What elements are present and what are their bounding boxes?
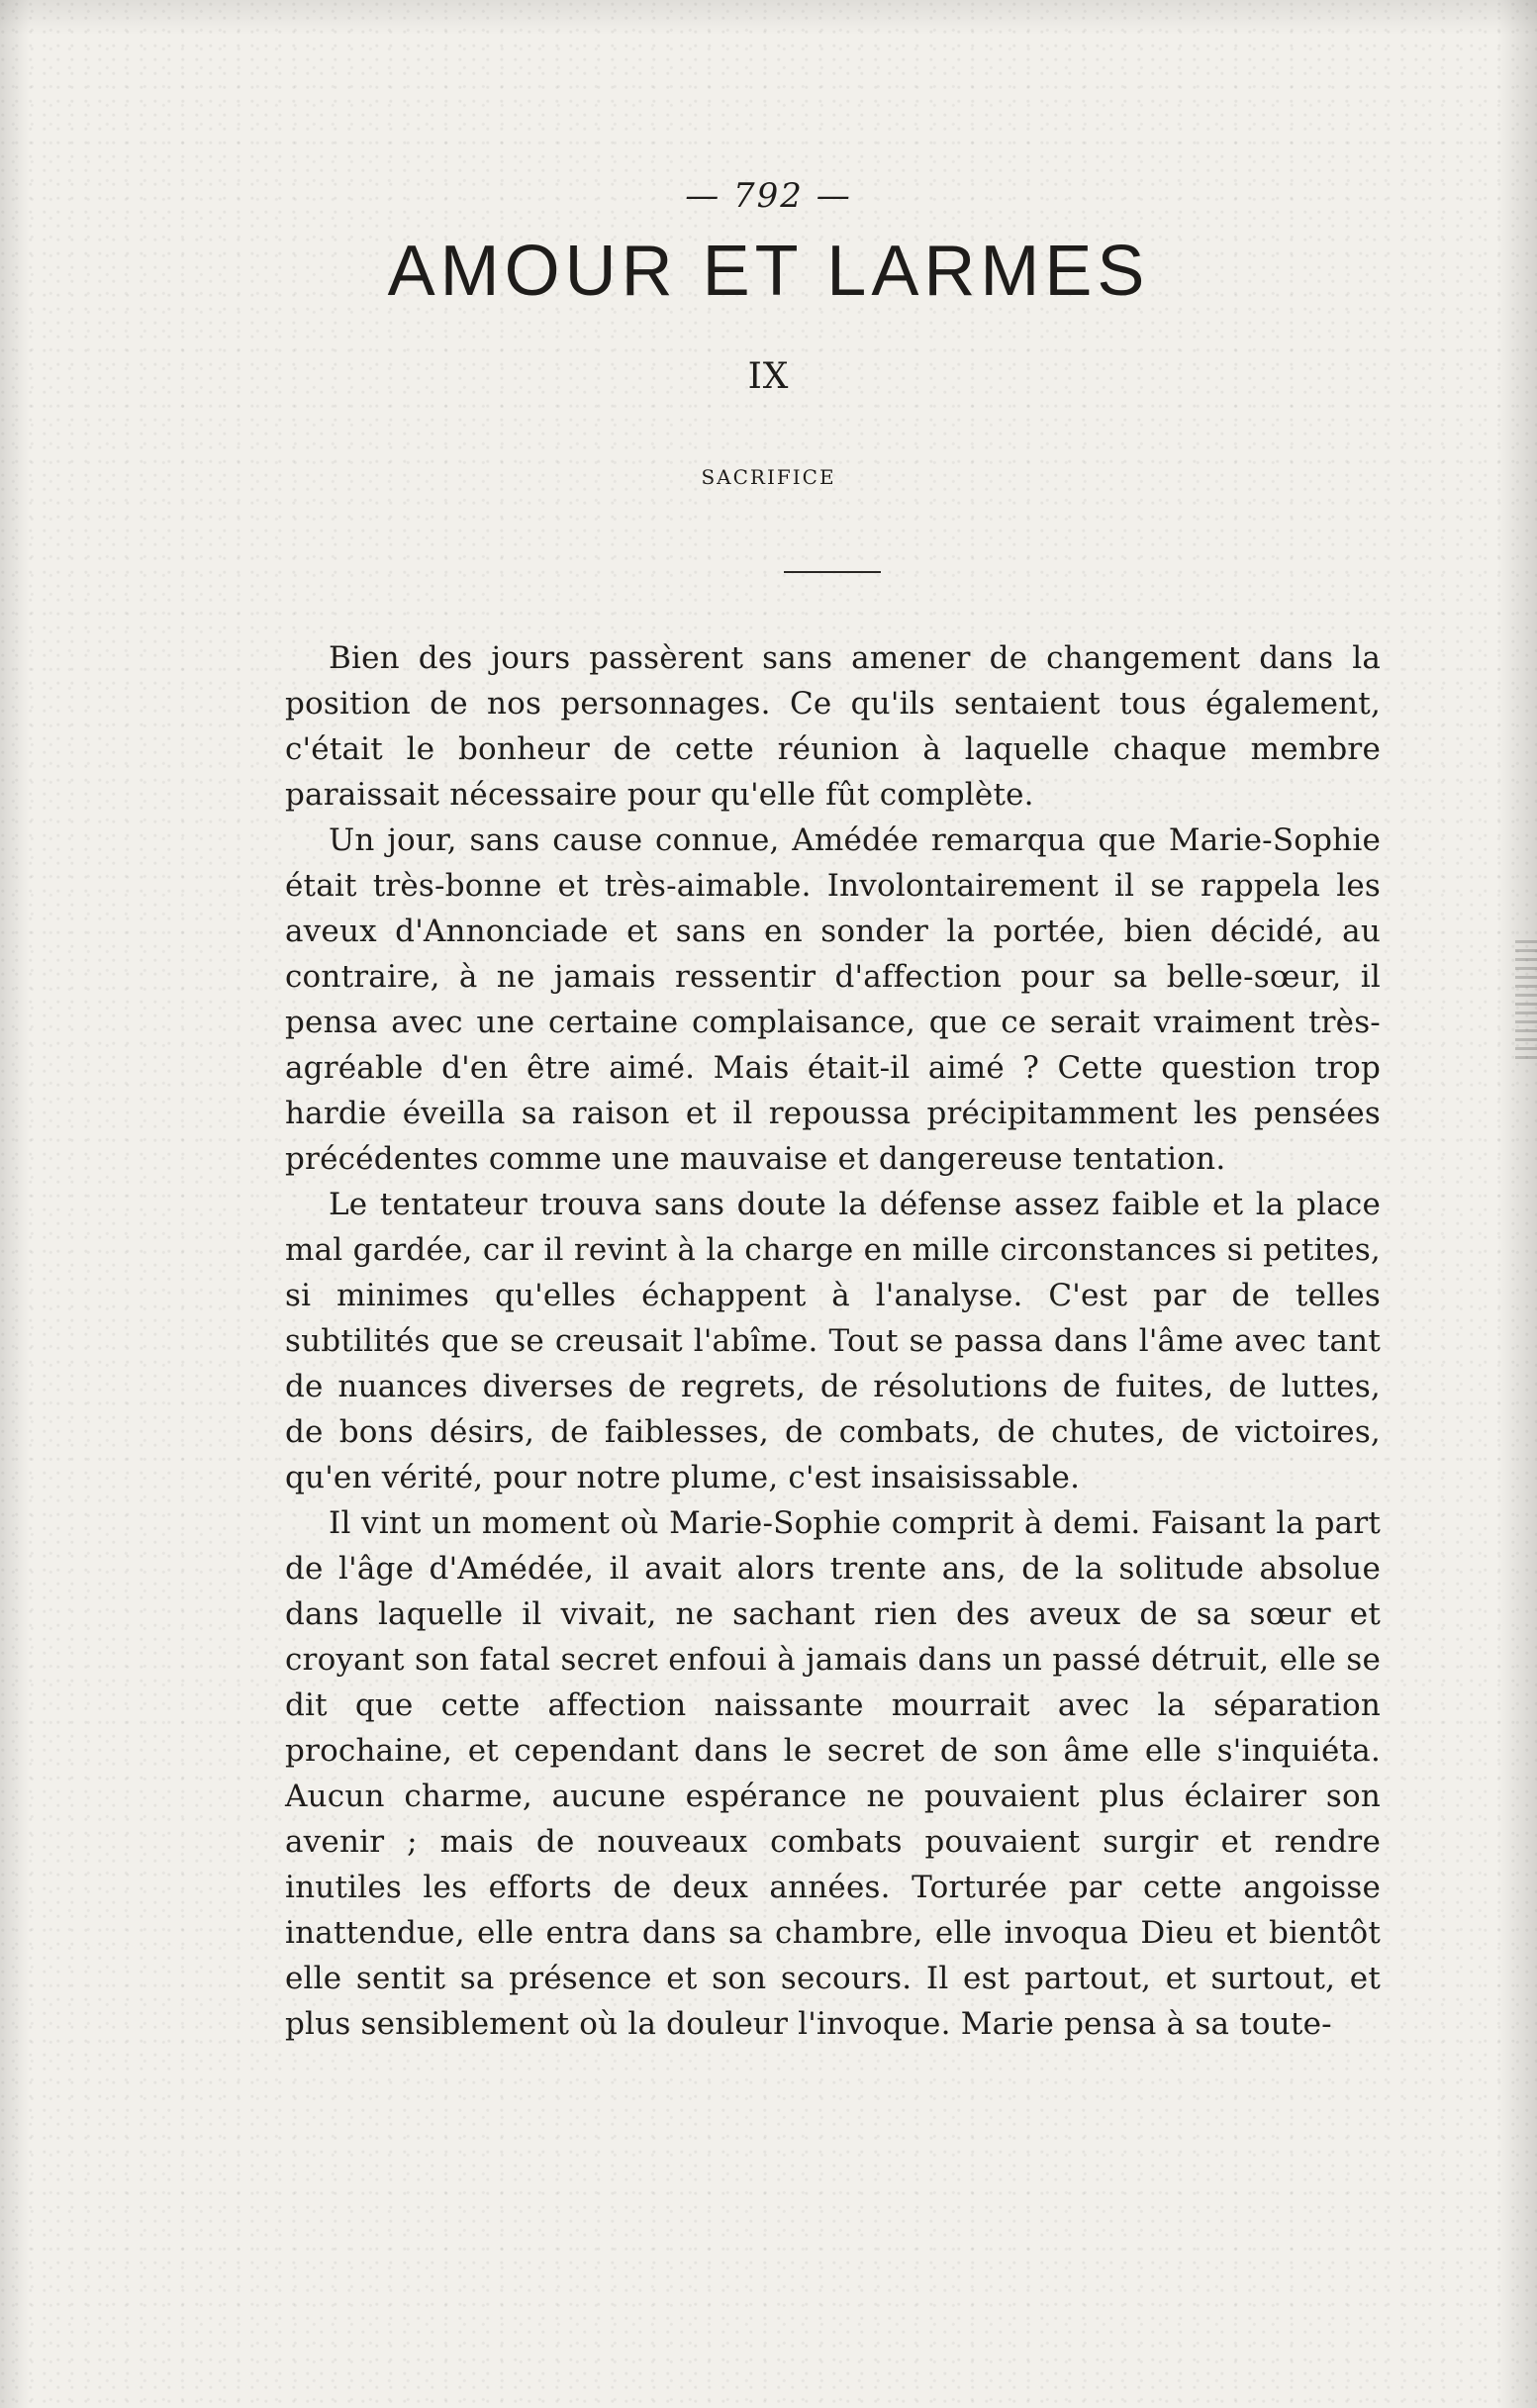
chapter-title: SACRIFICE: [701, 465, 836, 489]
scan-edge-mark: [1515, 940, 1537, 1059]
page-number: — 792 —: [685, 176, 852, 216]
page-title: AMOUR ET LARMES: [387, 232, 1150, 311]
paragraph: Un jour, sans cause connue, Amédée remarqua que Marie-Sophie était très-bonne et très-aimable. Involontairement il se rappela les aveux d'Annonciade et sans en sonder la portée, bien décidé, au contraire, à ne jamais ressentir d'affection pour sa belle-sœur, il pensa avec une certaine complaisance, que ce serait vraiment très-agréable d'en être aimé. Mais était-il aimé ? Cette question trop hardie éveilla sa raison et il repoussa précipitamment les pensées précédentes comme une mauvaise et dangereuse tentation.: [285, 822, 1381, 1177]
body-text: [285, 635, 1381, 2047]
paragraph: Il vint un moment où Marie-Sophie comprit à demi. Faisant la part de l'âge d'Amédée, il avait alors trente ans, de la solitude absolue dans laquelle il vivait, ne sachant rien des aveux de sa sœur et croyant son fatal secret enfoui à jamais dans un passé détruit, elle se dit que cette affection naissante mourrait avec la séparation prochaine, et cependant dans le secret de son âme elle s'inquiéta. Aucun charme, aucune espérance ne pouvaient plus éclairer son avenir ; mais de nouveaux combats pouvaient surgir et rendre inutiles les efforts de deux années. Torturée par cette angoisse inattendue, elle entra dans sa chambre, elle invoqua Dieu et bientôt elle sentit sa présence et son secours. Il est partout, et surtout, et plus sensiblement où la douleur l'invoque. Marie pensa à sa toute-: [285, 1505, 1381, 2042]
section-divider: [784, 571, 881, 573]
chapter-number: IX: [747, 356, 790, 397]
paragraph: Le tentateur trouva sans doute la défense assez faible et la place mal gardée, car il revint à la charge en mille circonstances si petites, si minimes qu'elles échappent à l'analyse. C'est par de telles subtilités que se creusait l'abîme. Tout se passa dans l'âme avec tant de nuances diverses de regrets, de résolutions de fuites, de luttes, de bons désirs, de faiblesses, de combats, de chutes, de victoires, qu'en vérité, pour notre plume, c'est insaisissable.: [285, 1187, 1381, 1495]
paragraph: Bien des jours passèrent sans amener de changement dans la position de nos personnages. Ce qu'ils sentaient tous également, c'était le bonheur de cette réunion à laquelle chaque membre paraissait nécessaire pour qu'elle fût complète.: [285, 640, 1381, 813]
